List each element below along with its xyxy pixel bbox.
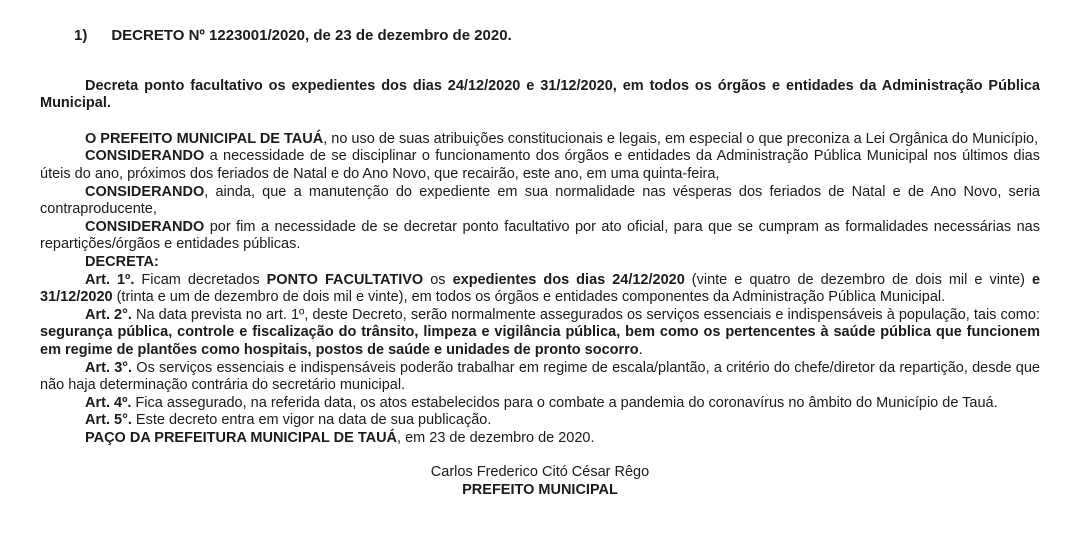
text-run: CONSIDERANDO — [85, 183, 205, 200]
text-run: Art. 1º. — [85, 271, 135, 288]
text-run: Os serviços essenciais e indispensáveis poderão trabalhar em regime de escala/plantão, a critério do chefe/diretor da repartição, desde que não haja determinação contrária do secretário municipal. — [40, 359, 1040, 394]
text-run: por fim a necessidade de se decretar ponto facultativo por ato oficial, para que se cumpram as formalidades necessárias nas repartições/órgãos e entidades públicas. — [40, 218, 1040, 253]
text-run: (trinta e um de dezembro de dois mil e vinte), em todos os órgãos e entidades componentes da Administração Pública Municipal. — [112, 289, 946, 306]
text-run: CONSIDERANDO — [85, 148, 205, 165]
signature-role: PREFEITO MUNICIPAL — [462, 482, 618, 499]
paragraph — [40, 131, 1040, 149]
text-run: PAÇO DA PREFEITURA MUNICIPAL DE TAUÁ — [85, 429, 398, 446]
paragraph — [40, 395, 1040, 413]
paragraph — [40, 307, 1040, 360]
decree-paragraphs — [40, 131, 1040, 448]
text-run: e 31/12/2020 — [40, 271, 1041, 306]
decree-item-number: 1) — [74, 27, 88, 44]
text-run: PONTO FACULTATIVO — [266, 271, 424, 288]
text-run: CONSIDERANDO — [85, 218, 205, 235]
text-run: , no uso de suas atribuições constitucionais e legais, em especial o que preconiza a Lei Orgânica do Município, — [323, 130, 1039, 147]
text-run: Art. 5°. — [85, 412, 132, 429]
text-run: a necessidade de se disciplinar o funcionamento dos órgãos e entidades da Administração Pública Municipal nos últimos dias úteis do ano, próximos dos feriados de Natal e do Ano Novo, que recairão, este ano, em uma quinta-feira, — [40, 148, 1040, 182]
paragraph — [40, 148, 1040, 183]
decree-title — [74, 27, 1040, 45]
text-run: , ainda, que a manutenção do expediente em sua normalidade nas vésperas dos feriados de Natal e de Ano Novo, seria contraproducente, — [40, 183, 1040, 218]
text-run: Art. 2°. — [85, 306, 132, 323]
text-run: DECRETA: — [85, 253, 159, 270]
decree-summary: Decreta ponto facultativo os expedientes dos dias 24/12/2020 e 31/12/2020, em todos os órgãos e entidades da Administração Pública Municipal. — [40, 77, 1040, 112]
signature-name: Carlos Frederico Citó César Rêgo — [430, 464, 650, 481]
text-run: O PREFEITO MUNICIPAL DE TAUÁ — [85, 130, 324, 147]
paragraph — [40, 430, 1040, 448]
paragraph — [40, 412, 1040, 430]
text-run: Art. 4º. — [85, 394, 132, 411]
text-run: Art. 3°. — [85, 359, 133, 376]
text-run: expedientes dos dias 24/12/2020 — [452, 271, 685, 288]
paragraph — [40, 254, 1040, 272]
text-run: Ficam decretados — [134, 271, 267, 288]
text-run: (vinte e quatro de dezembro de dois mil e vinte) — [684, 271, 1032, 288]
text-run: Este decreto entra em vigor na data de sua publicação. — [131, 412, 492, 429]
decree-title-text: DECRETO Nº 1223001/2020, de 23 de dezembro de 2020. — [111, 27, 512, 44]
paragraph — [40, 219, 1040, 254]
text-run: segurança pública, controle e fiscalização do trânsito, limpeza e vigilância pública, bem como os pertencentes à saúde pública que funcionem em regime de plantões como hospitais, postos de saúde e unidades de pronto socorro — [40, 324, 1040, 358]
text-run: . — [638, 341, 643, 358]
text-run: os — [423, 271, 453, 288]
text-run: , em 23 de dezembro de 2020. — [397, 429, 595, 446]
paragraph — [40, 272, 1040, 307]
text-run: Na data prevista no art. 1º, deste Decreto, serão normalmente assegurados os serviços essenciais e indispensáveis à população, tais como: — [131, 306, 1040, 323]
paragraph — [40, 184, 1040, 219]
text-run: Fica assegurado, na referida data, os atos estabelecidos para o combate a pandemia do coronavírus no âmbito do Município de Tauá. — [131, 394, 998, 411]
paragraph — [40, 360, 1040, 395]
signature-block — [40, 464, 1040, 499]
